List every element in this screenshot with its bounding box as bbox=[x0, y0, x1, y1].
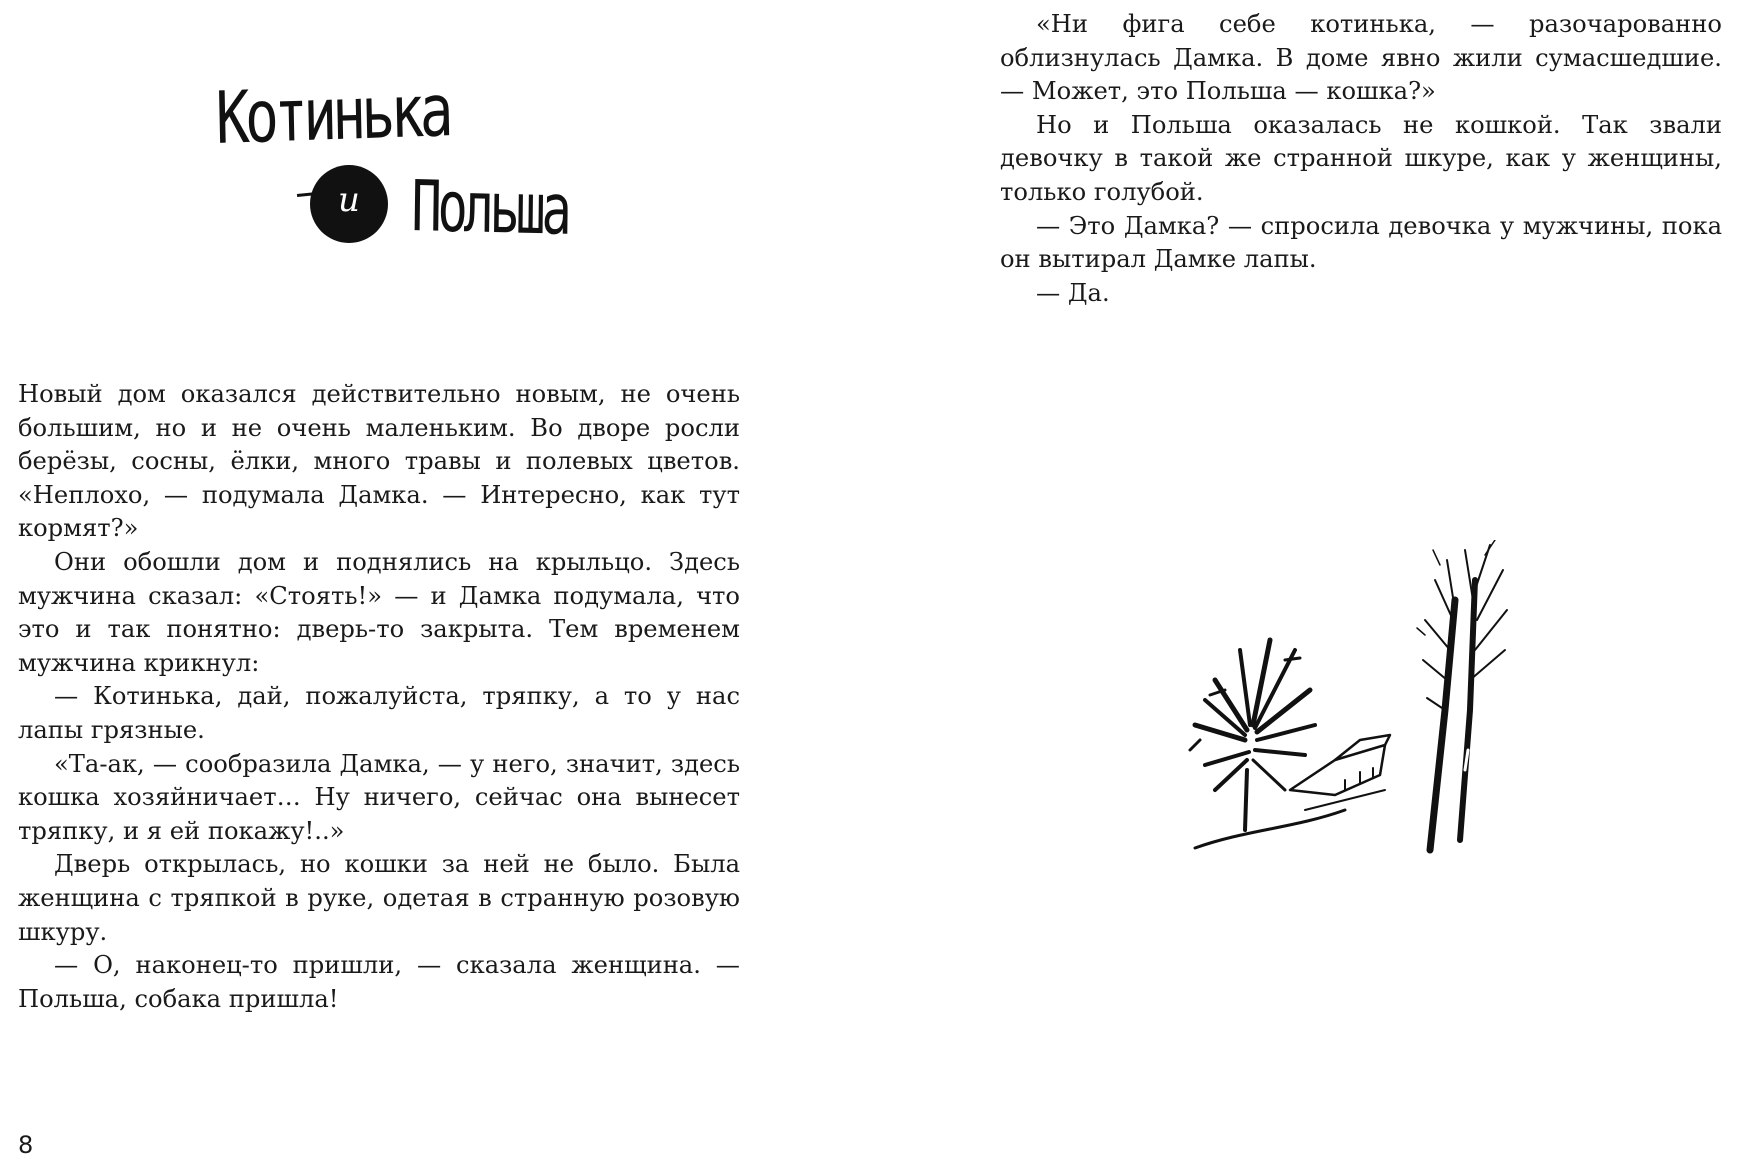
chapter-title-conjunction: и bbox=[338, 180, 360, 220]
chapter-title bbox=[205, 68, 605, 278]
paragraph: — О, наконец-то пришли, — сказала женщина. — Польша, собака пришла! bbox=[18, 951, 740, 1013]
paragraph: Они обошли дом и поднялись на крыльцо. Здесь мужчина сказал: «Стоять!» — и Дамка подумала, что это и так понятно: дверь-то закрыта. Тем временем мужчина крикнул: bbox=[18, 547, 740, 677]
page-number: 8 bbox=[18, 1131, 34, 1159]
paragraph: — Котинька, дай, пожалуйста, тряпку, а то у нас лапы грязные. bbox=[18, 682, 740, 744]
paragraph: Но и Польша оказалась не кошкой. Так звали девочку в такой же странной шкуре, как у женщины, только голубой. bbox=[1000, 110, 1722, 206]
chapter-title-line2: Польша bbox=[410, 165, 569, 251]
paragraph: — Да. bbox=[1036, 278, 1110, 307]
chapter-title-line1: Котинька bbox=[214, 68, 450, 160]
left-page-text bbox=[18, 378, 740, 1016]
right-page-text bbox=[1000, 8, 1722, 310]
ink-sketch-house-and-trees-icon bbox=[1185, 540, 1515, 860]
paragraph: «Та-ак, — сообразила Дамка, — у него, значит, здесь кошка хозяйничает… Ну ничего, сейчас она вынесет тряпку, и я ей покажу!..» bbox=[18, 749, 740, 845]
paragraph: — Это Дамка? — спросила девочка у мужчины, пока он вытирал Дамке лапы. bbox=[1000, 211, 1722, 274]
paragraph: «Ни фига себе котинька, — разочарованно облизнулась Дамка. В доме явно жили сумасшедшие. — Может, это Польша — кошка?» bbox=[1000, 10, 1722, 106]
title-conjunction-circle bbox=[310, 165, 388, 243]
paragraph: Новый дом оказался действительно новым, не очень большим, но и не очень маленьким. Во дворе росли берёзы, сосны, ёлки, много травы и полевых цветов. «Неплохо, — подумала Дамка. — Интересно, как тут кормят?» bbox=[18, 380, 740, 543]
paragraph: Дверь открылась, но кошки за ней не было. Была женщина с тряпкой в руке, одетая в странную розовую шкуру. bbox=[18, 850, 740, 946]
